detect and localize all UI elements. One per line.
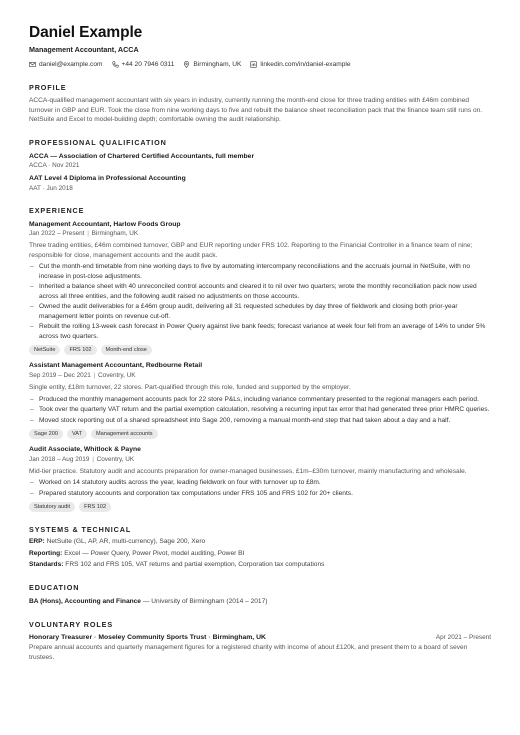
title-separator: · [94, 633, 97, 641]
voluntary-role: Honorary Treasurer [29, 633, 93, 641]
job-bullets [29, 395, 491, 426]
skill-tag: Management accounts [91, 429, 158, 439]
systems-label: Reporting: [29, 549, 63, 557]
voluntary-location: Birmingham, UK [212, 633, 266, 641]
job-bullet: – Rebuilt the rolling 13-week cash forecast in Power Query against live bank feeds; forecast variance at week four fell from an average of 14% to under 5% across two quarters. [29, 322, 491, 341]
contact-linkedin[interactable] [250, 60, 350, 69]
qualification-heading: PROFESSIONAL QUALIFICATION [29, 137, 167, 147]
job-title: Management Accountant, Harlow Foods Group [29, 220, 181, 228]
skill-tag: Month-end close [101, 345, 152, 355]
profile-heading: PROFILE [29, 83, 67, 92]
skill-tag: Sage 200 [29, 429, 63, 439]
profile-text: ACCA-qualified management accountant with six years in industry, currently running the month-end close for three trading entities with £46m combined turnover in GBP and EUR. Took the close from nine working days to five and rebuilt the balance sheet reconciliation pack that the finance team still runs on. NetSuite and Excel to model-building depth; comfortable owning the audit relationship. [29, 97, 483, 124]
phone-text: +44 20 7946 0311 [121, 61, 175, 68]
job-summary: Single entity, £18m turnover, 22 stores. Part-qualified through this role, funded and supported by the employer. [29, 383, 351, 391]
systems-value: Excel — Power Query, Power Pivot, model auditing, Power BI [64, 549, 245, 557]
job-dates: Sep 2019 – Dec 2021 [29, 371, 91, 379]
location-text: Birmingham, UK [193, 61, 242, 68]
job-tags [29, 502, 491, 512]
linkedin-text: linkedin.com/in/daniel-example [260, 61, 351, 68]
job-bullet: – Worked on 14 statutory audits across the year, leading fieldwork on four with turnover up to £8m. [29, 478, 491, 488]
meta-separator: | [90, 455, 96, 463]
job-summary: Three trading entities, £46m combined turnover, GBP and EUR reporting under FRS 102. Reporting to the Financial Controller in a finance team of nine; responsible for close, management accounts and the audit pack. [29, 242, 473, 259]
job-bullet: – Owned the audit deliverables for a £46m group audit, delivering all 31 requested schedules by day three of fieldwork and closing both prior-year management letter points on revenue cut-off. [29, 302, 491, 321]
skill-tag: Statutory audit [29, 502, 75, 512]
phone-icon [112, 61, 119, 68]
qualification-meta: ACCA · Nov 2021 [29, 162, 80, 170]
job-location: Coventry, UK [96, 455, 135, 463]
job-location: Coventry, UK [98, 371, 136, 379]
contact-bar [29, 60, 491, 69]
job-meta [29, 371, 491, 380]
qualification-title: ACCA — Association of Chartered Certified Accountants, full member [29, 152, 255, 160]
location-pin-icon [183, 61, 190, 68]
systems-heading: SYSTEMS & TECHNICAL [29, 525, 132, 535]
education-detail: — University of Birmingham (2014 – 2017) [142, 597, 268, 605]
skill-tag: FRS 102 [79, 502, 111, 512]
job-bullet: – Inherited a balance sheet with 40 unreconciled control accounts and cleared it to nil over two quarters; wrote the monthly reconciliation pack now used across all three entities, and the following audit raised no adjustments on those accounts. [29, 282, 491, 301]
meta-separator: | [91, 371, 98, 379]
linkedin-icon [250, 61, 257, 68]
contact-phone[interactable] [112, 60, 175, 69]
job-bullet: – Produced the monthly management accounts pack for 22 store P&Ls, including variance commentary presented to the regional managers each period. [29, 395, 491, 405]
candidate-role: Management Accountant, ACCA [29, 45, 139, 54]
voluntary-header [29, 633, 491, 643]
job-meta [29, 455, 491, 464]
job-tags [29, 429, 491, 439]
systems-row [29, 549, 491, 559]
job-bullet: – Cut the month-end timetable from nine working days to five by automating intercompany reconciliations and the accruals journal in NetSuite, with no increase in post-close adjustments. [29, 262, 491, 281]
skill-tag: VAT [67, 429, 87, 439]
job-summary: Mid-tier practice. Statutory audit and accounts preparation for owner-managed businesses, £1m–£30m turnover, mainly manufacturing and wholesale. [29, 467, 467, 475]
voluntary-title [29, 633, 266, 643]
systems-label: ERP: [29, 538, 45, 546]
job-tags [29, 345, 491, 355]
job-title: Audit Associate, Whitlock & Payne [29, 446, 141, 454]
job-location: Birmingham, UK [91, 230, 139, 238]
job-dates: Jan 2018 – Aug 2019 [29, 455, 90, 463]
systems-value: FRS 102 and FRS 105, VAT returns and partial exemption, Corporation tax computations [65, 561, 325, 569]
education-degree: BA (Hons), Accounting and Finance [29, 597, 141, 605]
voluntary-org: Moseley Community Sports Trust [98, 633, 207, 641]
systems-row [29, 560, 491, 570]
email-text: daniel@example.com [39, 61, 103, 68]
job-bullets [29, 478, 491, 498]
job-bullets [29, 262, 491, 341]
title-separator: · [208, 633, 211, 641]
experience-heading: EXPERIENCE [29, 205, 85, 215]
job-title: Assistant Management Accountant, Redbourne Retail [29, 362, 203, 370]
job-meta [29, 229, 491, 238]
education-heading: EDUCATION [29, 582, 80, 592]
systems-row [29, 537, 491, 547]
systems-value: NetSuite (GL, AP, AR, multi-currency), Sage 200, Xero [46, 538, 206, 546]
systems-label: Standards: [29, 561, 64, 569]
mail-icon [29, 61, 36, 68]
job-bullet: – Moved stock reporting out of a shared spreadsheet into Sage 200, removing a manual month-end step that had taken about a day and a half. [29, 416, 491, 426]
education-entry [29, 597, 491, 607]
candidate-name: Daniel Example [29, 24, 143, 41]
job-bullet: – Took over the quarterly VAT return and the partial exemption calculation, resolving a recurring input tax error that had generated three prior HMRC queries. [29, 405, 491, 415]
job-bullet: – Prepared statutory accounts and corporation tax computations under FRS 105 and FRS 102 for 20+ clients. [29, 489, 491, 499]
meta-separator: | [85, 230, 91, 238]
qualification-meta: AAT · Jun 2018 [29, 184, 73, 192]
skill-tag: NetSuite [29, 345, 60, 355]
voluntary-heading: VOLUNTARY ROLES [29, 619, 114, 629]
qualification-title: AAT Level 4 Diploma in Professional Accounting [29, 175, 186, 183]
voluntary-dates: Apr 2021 – Present [435, 633, 491, 641]
voluntary-text: Prepare annual accounts and quarterly management figures for a registered charity with income of about £120k, and present them to a board of seven trustees. [29, 644, 468, 661]
job-dates: Jan 2022 – Present [29, 230, 85, 238]
skill-tag: FRS 102 [64, 345, 96, 355]
contact-location [183, 60, 241, 69]
contact-email[interactable] [29, 60, 103, 69]
